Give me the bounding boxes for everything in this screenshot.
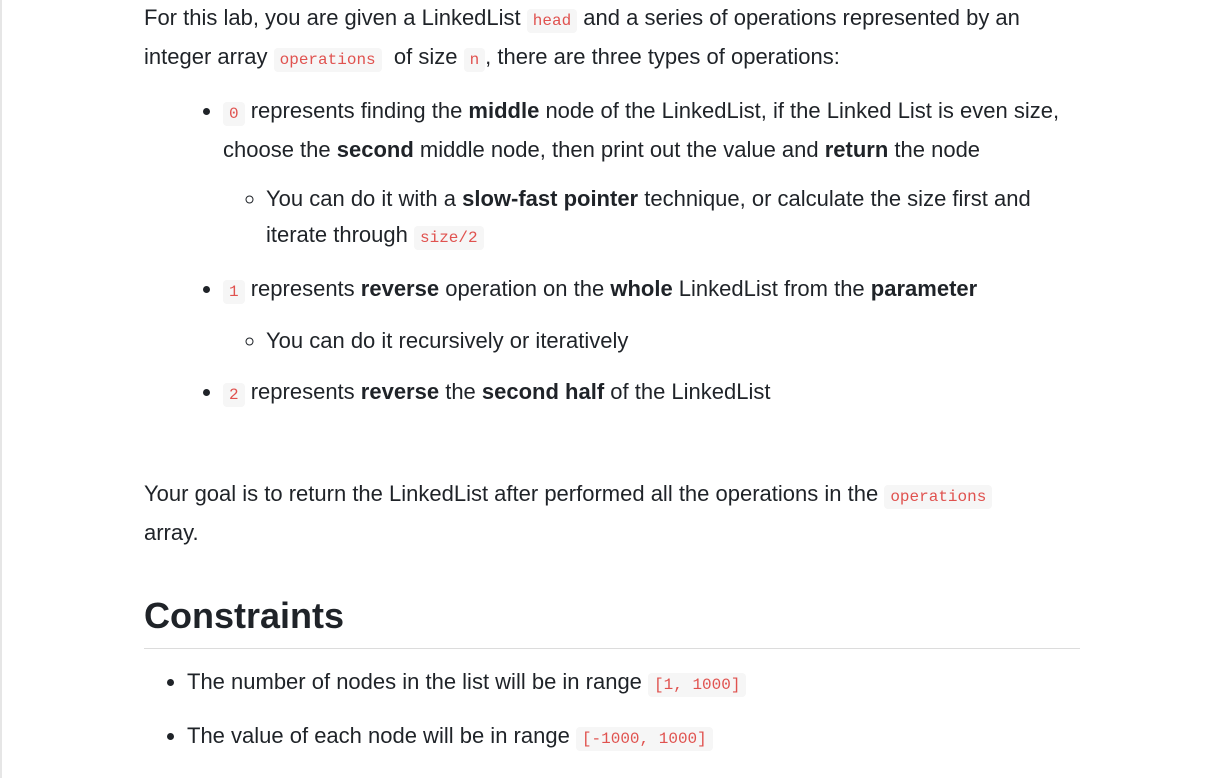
page-left-border	[0, 0, 2, 778]
constraint-item: • The value of each node will be in range [-1000, 1000]	[187, 718, 1080, 757]
inline-code-size-half: size/2	[414, 226, 484, 250]
operation-0-hint: ◦ You can do it with a slow-fast pointer technique, or calculate the size first and iterate through size/2	[266, 181, 1080, 256]
inline-code-n: n	[464, 48, 486, 72]
operations-list	[144, 93, 1080, 413]
constraint-item: • The number of nodes in the list will be in range [1, 1000]	[187, 664, 1080, 703]
operation-0-sublist	[223, 181, 1080, 256]
inline-code-node-count-range: [1, 1000]	[648, 673, 746, 697]
operation-item-2: • 2 represents reverse the second half of the LinkedList	[223, 374, 1080, 413]
document-content	[144, 0, 1080, 772]
operation-item-0: • 0 represents finding the middle node of the LinkedList, if the Linked List is even size, choose the second middle node, then print out the value and return the node ◦ You can do it with a slow-fast pointer technique, or calculate the size first and iterate through size/2	[223, 93, 1080, 256]
operation-1-sublist	[223, 323, 1080, 359]
inline-code-op0: 0	[223, 102, 245, 126]
intro-paragraph: For this lab, you are given a LinkedList head and a series of operations represented by an integer array operations of size n , there are three types of operations:	[144, 0, 1080, 78]
inline-code-head: head	[527, 9, 577, 33]
operation-1-hint: ◦ You can do it recursively or iteratively	[266, 323, 1080, 359]
inline-code-op2: 2	[223, 383, 245, 407]
constraints-list	[144, 664, 1080, 757]
inline-code-operations: operations	[274, 48, 382, 72]
inline-code-node-value-range: [-1000, 1000]	[576, 727, 713, 751]
operation-item-1: • 1 represents reverse operation on the whole LinkedList from the parameter ◦ You can do it recursively or iteratively	[223, 271, 1080, 359]
inline-code-operations-goal: operations	[884, 485, 992, 509]
goal-paragraph: Your goal is to return the LinkedList after performed all the operations in the operations array.	[144, 476, 1080, 551]
constraints-heading: Constraints	[144, 584, 1080, 649]
inline-code-op1: 1	[223, 280, 245, 304]
